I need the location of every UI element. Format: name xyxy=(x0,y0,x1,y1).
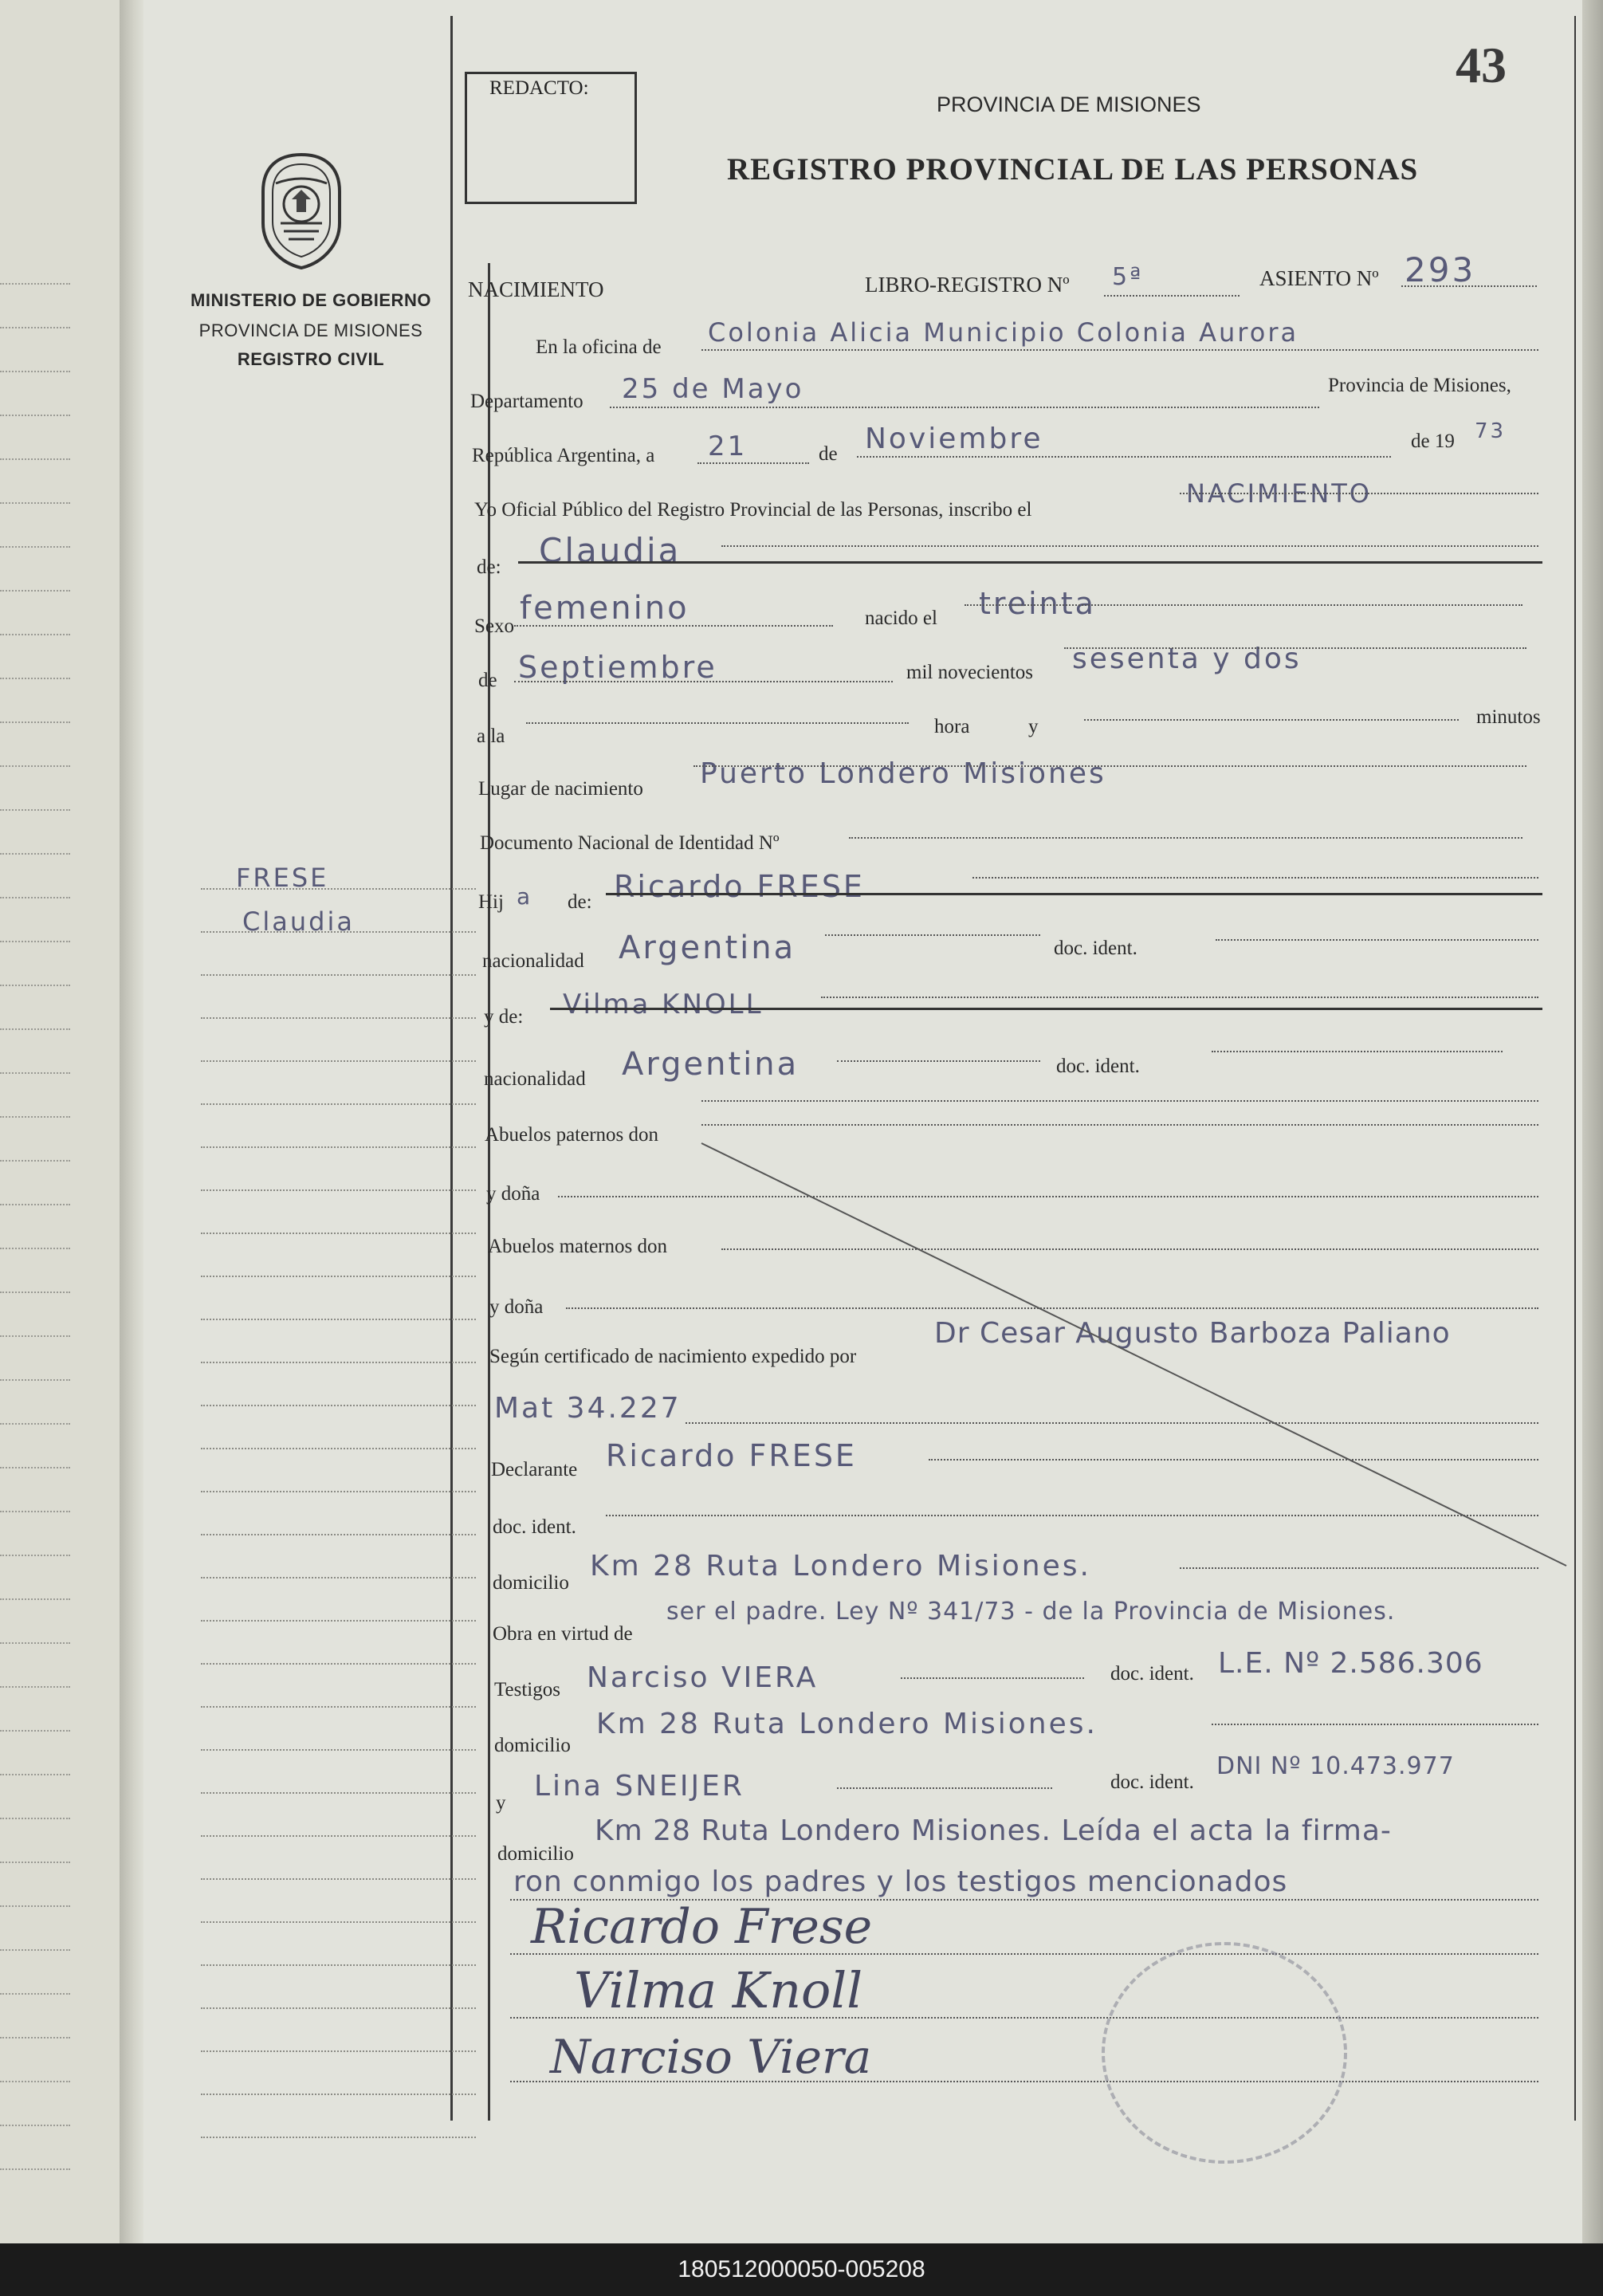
testigo2-domicilio-label: domicilio xyxy=(497,1843,574,1865)
name-de-label: de: xyxy=(477,556,501,578)
certificado-value: Dr Cesar Augusto Barboza Paliano xyxy=(934,1317,1451,1350)
y-label: y xyxy=(1028,716,1039,737)
oficial-value: NACIMIENTO xyxy=(1186,478,1372,509)
sexo-value: femenino xyxy=(520,590,690,627)
declarante-domicilio-value: Km 28 Ruta Londero Misiones. xyxy=(590,1550,1091,1582)
maternal-y-dona-label: y doña xyxy=(489,1296,544,1318)
signature-father: Ricardo Frese xyxy=(531,1899,873,1955)
provincia-suffix: Provincia de Misiones, xyxy=(1328,375,1511,396)
lugar-label: Lugar de nacimiento xyxy=(478,778,643,800)
father-value: Ricardo FRESE xyxy=(614,869,865,904)
testigo1-doc-label: doc. ident. xyxy=(1110,1663,1194,1685)
obra-value: ser el padre. Ley Nº 341/73 - de la Provincia de Misiones. xyxy=(666,1598,1396,1626)
mil-novecientos-label: mil novecientos xyxy=(906,662,1033,683)
declarante-domicilio-label: domicilio xyxy=(493,1572,569,1594)
testigo1-domicilio-value: Km 28 Ruta Londero Misiones. xyxy=(596,1708,1098,1740)
page-number: 43 xyxy=(1456,37,1507,93)
lugar-value: Puerto Londero Misiones xyxy=(700,757,1106,790)
testigo2-domicilio-value: Km 28 Ruta Londero Misiones. Leída el acta la firma- xyxy=(595,1814,1392,1847)
ministry-line-1: MINISTERIO DE GOBIERNO xyxy=(191,290,431,310)
mother-nationality-value: Argentina xyxy=(622,1046,800,1083)
redacto-label: REDACTO: xyxy=(489,77,589,99)
testigo2-value: Lina SNEIJER xyxy=(534,1770,745,1803)
footer-image-id: 180512000050-005208 xyxy=(0,2243,1603,2296)
testigos-label: Testigos xyxy=(494,1679,560,1700)
birth-month-value: Septiembre xyxy=(518,650,717,685)
birth-year-value: sesenta y dos xyxy=(1072,643,1302,675)
mother-value: Vilma KNOLL xyxy=(563,989,764,1020)
hij-suffix: a xyxy=(517,883,533,910)
oficial-label: Yo Oficial Público del Registro Provincial de las Personas, inscribo el xyxy=(474,499,1032,521)
oficina-value: Colonia Alicia Municipio Colonia Aurora xyxy=(708,317,1299,348)
obra-label: Obra en virtud de xyxy=(493,1623,633,1645)
registry-title: REGISTRO PROVINCIAL DE LAS PERSONAS xyxy=(727,152,1419,187)
paternal-y-dona-label: y doña xyxy=(486,1183,540,1205)
testigo2-doc-label: doc. ident. xyxy=(1110,1771,1194,1793)
testigo1-domicilio-label: domicilio xyxy=(494,1735,571,1756)
father-label: de: xyxy=(568,891,592,913)
abuelos-paternos-label: Abuelos paternos don xyxy=(485,1124,659,1146)
father-nationality-value: Argentina xyxy=(619,930,796,966)
departamento-label: Departamento xyxy=(470,391,583,412)
day-value: 21 xyxy=(708,431,748,462)
nacido-value: treinta xyxy=(979,586,1096,621)
ministry-line-2: PROVINCIA DE MISIONES xyxy=(198,320,423,340)
month-value: Noviembre xyxy=(865,423,1043,455)
hij-label: Hij xyxy=(478,891,504,913)
declarante-value: Ricardo FRESE xyxy=(606,1438,857,1473)
asiento-value: 293 xyxy=(1405,250,1476,289)
child-name-value: Claudia xyxy=(539,531,682,570)
republica-label: República Argentina, a xyxy=(472,445,655,466)
mother-doc-label: doc. ident. xyxy=(1056,1056,1140,1077)
signature-mother: Vilma Knoll xyxy=(574,1961,863,2019)
sexo-label: Sexo xyxy=(474,615,514,637)
record-type-label: NACIMIENTO xyxy=(468,277,604,301)
libro-label: LIBRO-REGISTRO Nº xyxy=(865,273,1070,297)
oficina-label: En la oficina de xyxy=(536,336,662,358)
father-doc-label: doc. ident. xyxy=(1054,938,1137,959)
testigo1-doc-value: L.E. Nº 2.586.306 xyxy=(1218,1647,1483,1680)
closing-line: ron conmigo los padres y los testigos mencionados xyxy=(513,1866,1288,1898)
birth-month-de-label: de xyxy=(478,670,497,691)
ministry-line-3: REGISTRO CIVIL xyxy=(237,349,385,369)
asiento-label: ASIENTO Nº xyxy=(1259,266,1379,290)
abuelos-maternos-label: Abuelos maternos don xyxy=(488,1236,667,1257)
hora-label: hora xyxy=(934,716,970,737)
margin-name: Claudia xyxy=(242,906,355,937)
declarante-doc-label: doc. ident. xyxy=(493,1516,576,1538)
month-de-label: de xyxy=(819,443,838,465)
year-value: 73 xyxy=(1475,419,1507,443)
departamento-value: 25 de Mayo xyxy=(622,373,804,405)
libro-value: 5ª xyxy=(1112,263,1144,291)
signature-witness: Narciso Viera xyxy=(550,2030,872,2084)
certificado-label: Según certificado de nacimiento expedido por xyxy=(489,1346,857,1367)
ala-label: a la xyxy=(477,725,505,747)
certificado-value-2: Mat 34.227 xyxy=(494,1392,682,1425)
father-nationality-label: nacionalidad xyxy=(482,950,584,972)
testigo1-value: Narciso VIERA xyxy=(587,1661,819,1694)
minutos-label: minutos xyxy=(1476,706,1541,728)
year-label: de 19 xyxy=(1411,431,1455,452)
mother-label: y de: xyxy=(484,1006,524,1028)
mother-nationality-label: nacionalidad xyxy=(484,1068,586,1090)
dni-label: Documento Nacional de Identidad Nº xyxy=(480,832,780,854)
province-title: PROVINCIA DE MISIONES xyxy=(937,92,1201,116)
declarante-label: Declarante xyxy=(491,1459,578,1480)
nacido-label: nacido el xyxy=(865,607,937,629)
testigo2-doc-value: DNI Nº 10.473.977 xyxy=(1216,1752,1455,1780)
testigo2-y-label: y xyxy=(496,1792,506,1814)
margin-surname: FRESE xyxy=(236,863,329,893)
